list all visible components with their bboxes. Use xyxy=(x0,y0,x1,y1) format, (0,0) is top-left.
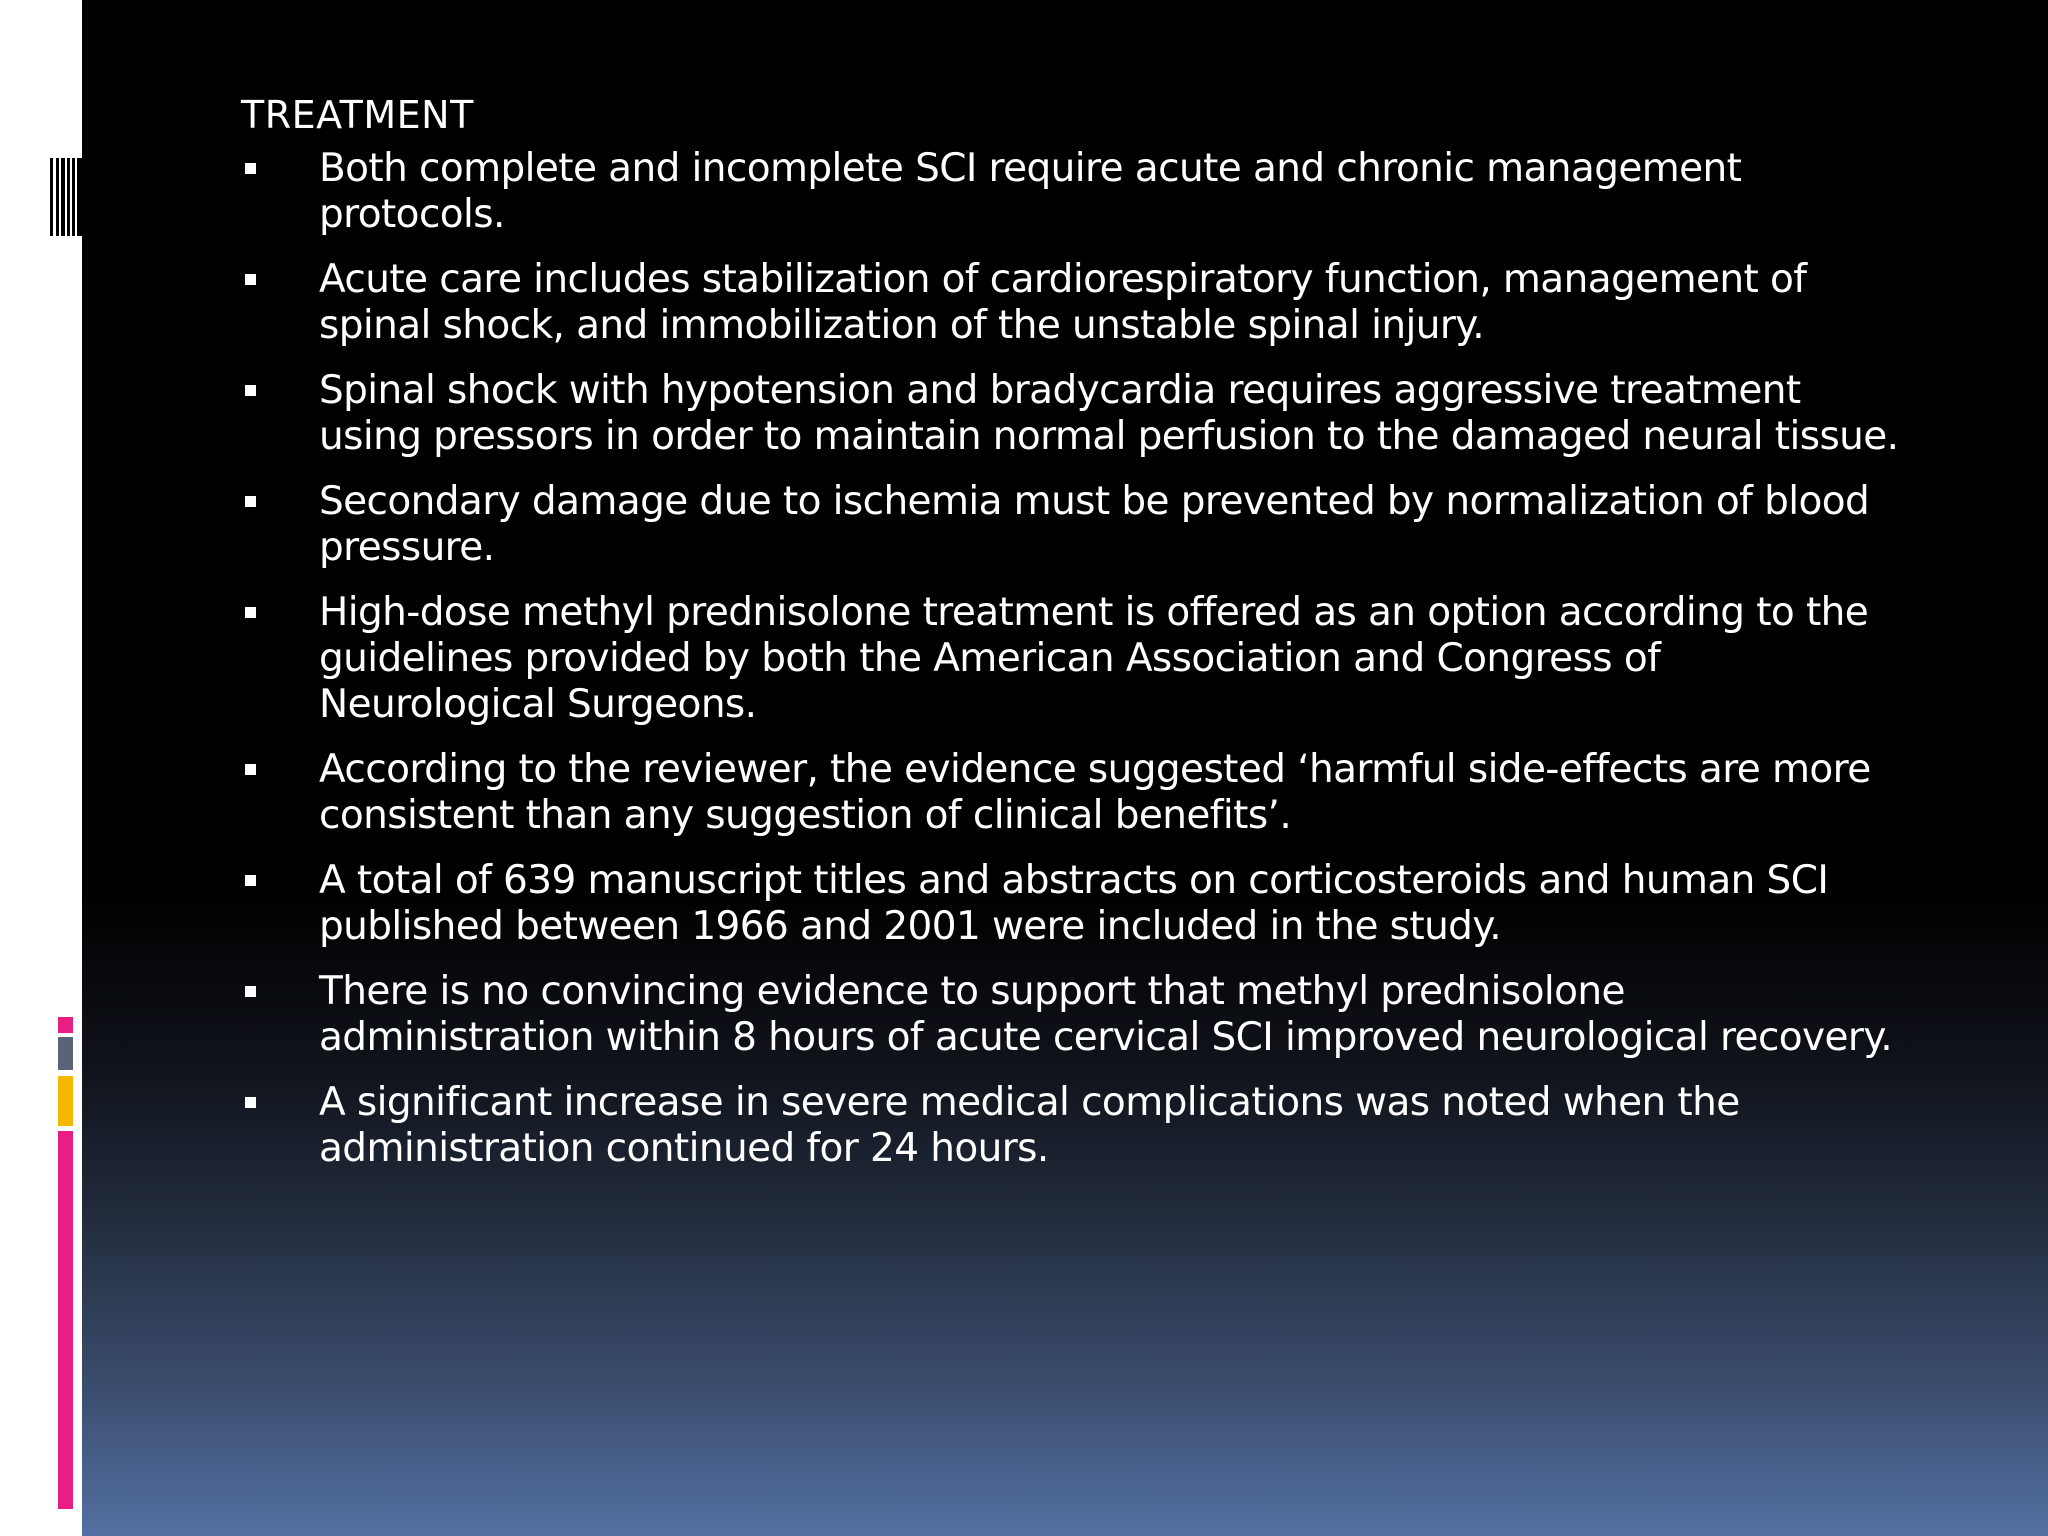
slide-title: TREATMENT xyxy=(241,93,474,137)
square-bullet-icon xyxy=(245,385,256,396)
bullet-item xyxy=(241,747,1901,839)
square-bullet-icon xyxy=(245,274,256,285)
bullet-text: There is no convincing evidence to support that methyl prednisolone administration within 8 hours of acute cervical SCI improved neurological recovery. xyxy=(319,969,1893,1060)
square-bullet-icon xyxy=(245,607,256,618)
bullet-text: Acute care includes stabilization of cardiorespiratory function, management of spinal shock, and immobilization of the unstable spinal injury. xyxy=(319,257,1807,348)
square-bullet-icon xyxy=(245,764,256,775)
bullet-item xyxy=(241,257,1901,349)
accent-bar-yellow xyxy=(58,1076,73,1126)
bullet-text: A significant increase in severe medical complications was noted when the administration continued for 24 hours. xyxy=(319,1080,1740,1171)
square-bullet-icon xyxy=(245,496,256,507)
bullet-item xyxy=(241,969,1901,1061)
bullet-text: Spinal shock with hypotension and bradycardia requires aggressive treatment using pressors in order to maintain normal perfusion to the damaged neural tissue. xyxy=(319,368,1899,459)
accent-bar-pink xyxy=(58,1131,73,1509)
bullet-text: Secondary damage due to ischemia must be prevented by normalization of blood pressure. xyxy=(319,479,1870,570)
accent-bar-gray xyxy=(58,1037,73,1070)
square-bullet-icon xyxy=(245,986,256,997)
bullet-text: According to the reviewer, the evidence suggested ‘harmful side-effects are more consistent than any suggestion of clinical benefits’. xyxy=(319,747,1871,838)
bullet-item xyxy=(241,858,1901,950)
square-bullet-icon xyxy=(245,163,256,174)
bullet-list xyxy=(241,146,1901,1172)
bullet-item xyxy=(241,479,1901,571)
square-bullet-icon xyxy=(245,875,256,886)
bullet-item xyxy=(241,590,1901,728)
bullet-text: Both complete and incomplete SCI require acute and chronic management protocols. xyxy=(319,146,1742,237)
decorative-lines xyxy=(50,158,82,236)
bullet-item xyxy=(241,368,1901,460)
bullet-item xyxy=(241,146,1901,238)
accent-bar-pink-small xyxy=(58,1017,73,1033)
square-bullet-icon xyxy=(245,1097,256,1108)
bullet-text: High-dose methyl prednisolone treatment is offered as an option according to the guidelines provided by both the American Association and Congress of Neurological Surgeons. xyxy=(319,590,1869,727)
bullet-text: A total of 639 manuscript titles and abstracts on corticosteroids and human SCI published between 1966 and 2001 were included in the study. xyxy=(319,858,1829,949)
slide-content xyxy=(241,88,1901,1191)
bullet-item xyxy=(241,1080,1901,1172)
